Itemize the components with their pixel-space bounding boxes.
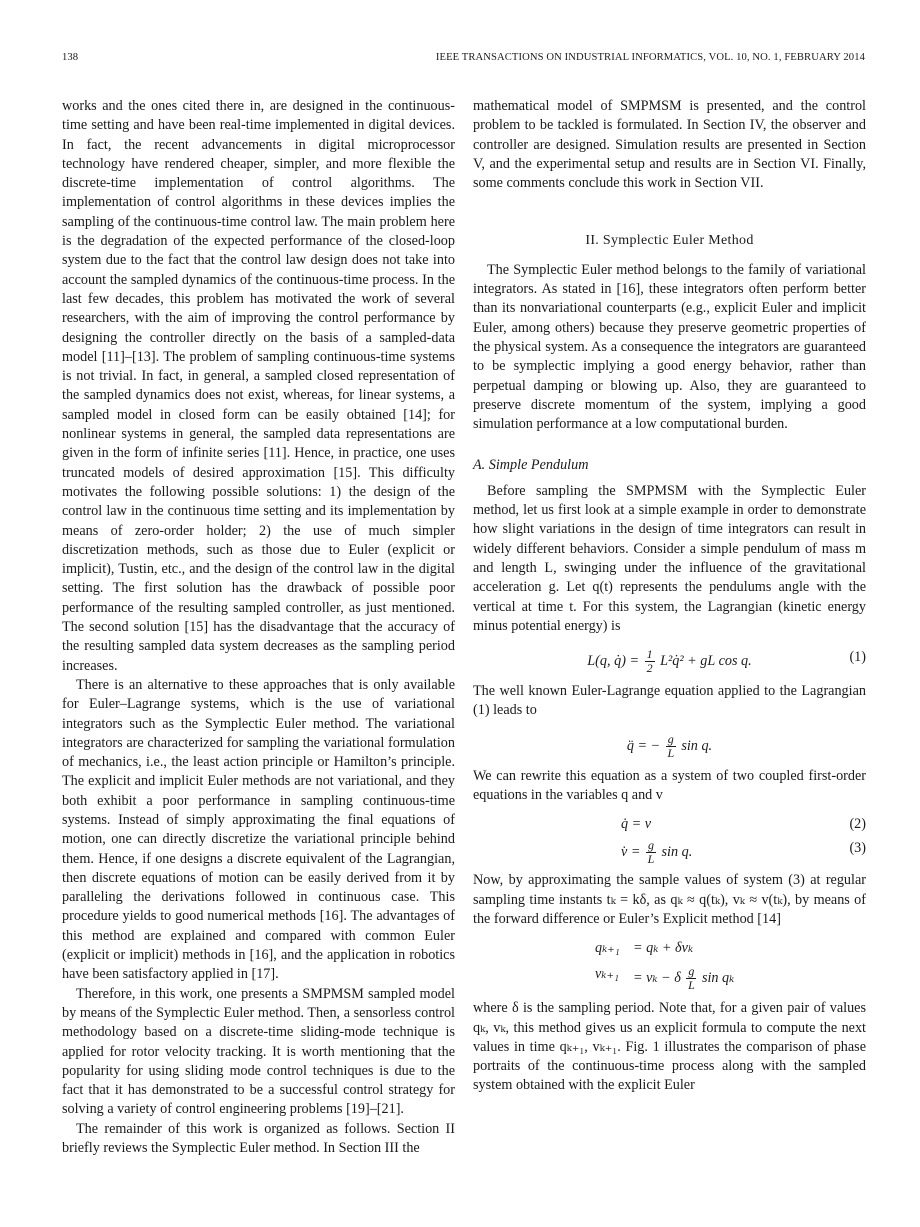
equation-system-2-3: [473, 813, 866, 867]
fraction: [646, 839, 656, 866]
equation-number: (1): [849, 649, 866, 666]
subsection-heading: A. Simple Pendulum: [473, 457, 589, 474]
numerator: g: [667, 731, 674, 746]
denominator: 2: [646, 661, 653, 676]
paragraph: The well known Euler-Lagrange equation applied to the Lagrangian (1) leads to: [473, 683, 866, 719]
paragraph: The Symplectic Euler method belongs to the family of variational integrators. As stated in [16], these integrators often perform better than its nonvariational counterparts (e.g., explicit Euler and implicit Euler, among others) because they preserve geometric properties of the physical system. As a consequence the integrators are guaranteed to be symplectic implying a good energy behavior, rather than perpetual damping or blowing up. Also, they are guaranteed to preserve discrete momentum of the system, implying a good simulation performance at a low computational burden.: [473, 261, 866, 433]
equation-2: [473, 813, 866, 837]
equation-number: (3): [849, 840, 866, 857]
page-header: [62, 52, 865, 68]
equation-3: [473, 837, 866, 867]
equation-term: = qₖ + δvₖ: [633, 940, 694, 957]
section-heading: II. Symplectic Euler Method: [585, 233, 754, 249]
equation-explicit-euler-q: [473, 937, 866, 963]
numerator: g: [647, 838, 654, 853]
equation-term: vₖ₊₁: [595, 966, 619, 983]
paragraph: We can rewrite this equation as a system of two coupled first-order equations in the variables q and v: [473, 767, 866, 804]
equation-explicit-euler-v: [473, 963, 866, 993]
equation-term: sin q.: [661, 844, 693, 861]
paragraph: where δ is the sampling period. Note that, for a given pair of values qₖ, vₖ, this method gives us an explicit formula to compute the next values in time qₖ₊₁, vₖ₊₁. Fig. 1 illustrates the comparison of phase portraits of the continuous-time process along with the sampled system obtained with the explicit Euler: [473, 1000, 866, 1094]
equation-term: L(q, q̇) =: [587, 652, 640, 669]
equation-term: v̇ =: [621, 844, 641, 861]
paragraph: Now, by approximating the sample values of system (3) at regular sampling time instants tₖ = kδ, as qₖ ≈ q(tₖ), vₖ ≈ v(tₖ), by means of the forward difference or Euler’s Explicit method [14]: [473, 872, 866, 927]
right-column: [473, 97, 866, 1096]
denominator: L: [647, 852, 655, 867]
equation-term: sin q.: [681, 737, 713, 754]
fraction: [686, 965, 696, 992]
paragraph: Therefore, in this work, one presents a SMPMSM sampled model by means of the Symplectic Euler method. Then, a sensorless control methodology based on a discrete-time sliding-mode technique is applied for rotor velocity tracking. It is worth mentioning that the popularity for using sliding mode control techniques is due to the fact that it has demonstrated to be a successful control strategy for solving a variety of control engineering problems [19]–[21].: [62, 985, 455, 1118]
paragraph: There is an alternative to these approaches that is only available for Euler–Lagrange systems, which is the use of variational integrators such as the Symplectic Euler method. The variational integrators are characterized for sampling the variational formulation of mechanics, i.e., the least action principle or Hamilton’s principle. The explicit and implicit Euler methods are not variational, and they both exhibit a poor performance in sampling continuous-time systems. Instead of simply approximating the final equations of motion, one can directly discretize the variational principle behind them. Hence, if one designs a discrete equivalent of the Lagrangian, then discrete equations of motion can be easily derived from it by paralleling the derivations followed in continuous case. This procedure yields to good numerical methods [16]. The advantages of this method are explained and compared with common Euler (explicit or implicit) methods in [16], and the application in robotics have been satisfactory applied in [17].: [62, 676, 455, 983]
equation-term: L²q̇² + gL cos q.: [660, 652, 752, 669]
numerator: g: [688, 964, 695, 979]
fraction: [645, 648, 655, 675]
equation-1: [473, 642, 866, 676]
fraction: [666, 733, 676, 760]
paragraph: The remainder of this work is organized as follows. Section II briefly reviews the Symplectic Euler method. In Section III the: [62, 1120, 455, 1157]
equation-term: q̈ = −: [626, 737, 661, 754]
equation-term: [621, 839, 692, 866]
equation-number: (2): [849, 816, 866, 833]
page-number: 138: [62, 52, 79, 63]
equation-term: q̇ = v: [621, 816, 652, 833]
equation-term: qₖ₊₁: [595, 940, 620, 957]
left-column: [62, 97, 455, 1158]
equation-system-explicit-euler: [473, 937, 866, 993]
paragraph: Before sampling the SMPMSM with the Symplectic Euler method, let us first look at a simple example in order to demonstrate how slight variations in the design of time integrators can result in widely different behaviors. Consider a simple pendulum of mass m and length L, swinging under the influence of the gravitational acceleration g. Let q(t) represents the pendulums angle with the vertical at time t. For this system, the Lagrangian (kinetic energy minus potential energy) is: [473, 482, 866, 634]
paragraph: works and the ones cited there in, are designed in the continuous-time setting and have been real-time implemented in digital devices. In fact, the recent advancements in digital microprocessor technology have rendered cheaper, simpler, and more flexible the discrete-time implementation of control algorithms. The implementation of control algorithms in these devices implies the sampling of the continuous-time control law. The main problem here is the degradation of the expected performance of the closed-loop system due to the fact that the control law design does not take into account the sampled dynamics of the continuous-time process. In the last few decades, this problem has motivated the work of several researchers, with the aim of improving the control performance by designing the controller directly on the basis of a sampled-data model [11]–[13]. The problem of sampling continuous-time systems is not trivial. In fact, in general, a sampled closed representation of the sampled dynamics does not exist, whereas, for linear systems, a sampled model in closed form can be easily obtained [14]; for nonlinear systems in general, the sampled data representations are given in the form of infinite series [11]. Hence, in practice, one uses truncated models of desired approximation [15]. This difficulty motivates the following possible solutions: 1) the design of the control law in the continuous time setting and its implementation by means of zero-order holder; 2) the use of much simpler discretization methods, such as those due to Euler (explicit or implicit), Tustin, etc., and the design of the control law in the digital setting. The first solution has the drawback of possible poor performance of the resulting sampled controller, as just mentioned. The second solution [15] has the disadvantage that the accuracy of the resulting sampled data system decreases as the sampling period increases.: [62, 98, 455, 674]
equation-unnumbered: [473, 727, 866, 761]
denominator: L: [667, 745, 675, 760]
denominator: L: [688, 978, 695, 993]
equation-term: = vₖ − δ: [633, 969, 681, 986]
journal-running-head: IEEE TRANSACTIONS ON INDUSTRIAL INFORMATICS, VOL. 10, NO. 1, FEBRUARY 2014: [435, 52, 865, 63]
equation-term: [633, 965, 734, 992]
paragraph: mathematical model of SMPMSM is presented, and the control problem to be tackled is formulated. In Section IV, the observer and controller are designed. Simulation results are presented in Section V, and the experimental setup and results are in Section VI. Finally, some comments conclude this work in Section VII.: [473, 98, 866, 192]
numerator: 1: [646, 647, 653, 662]
equation-term: sin qₖ: [701, 969, 735, 986]
